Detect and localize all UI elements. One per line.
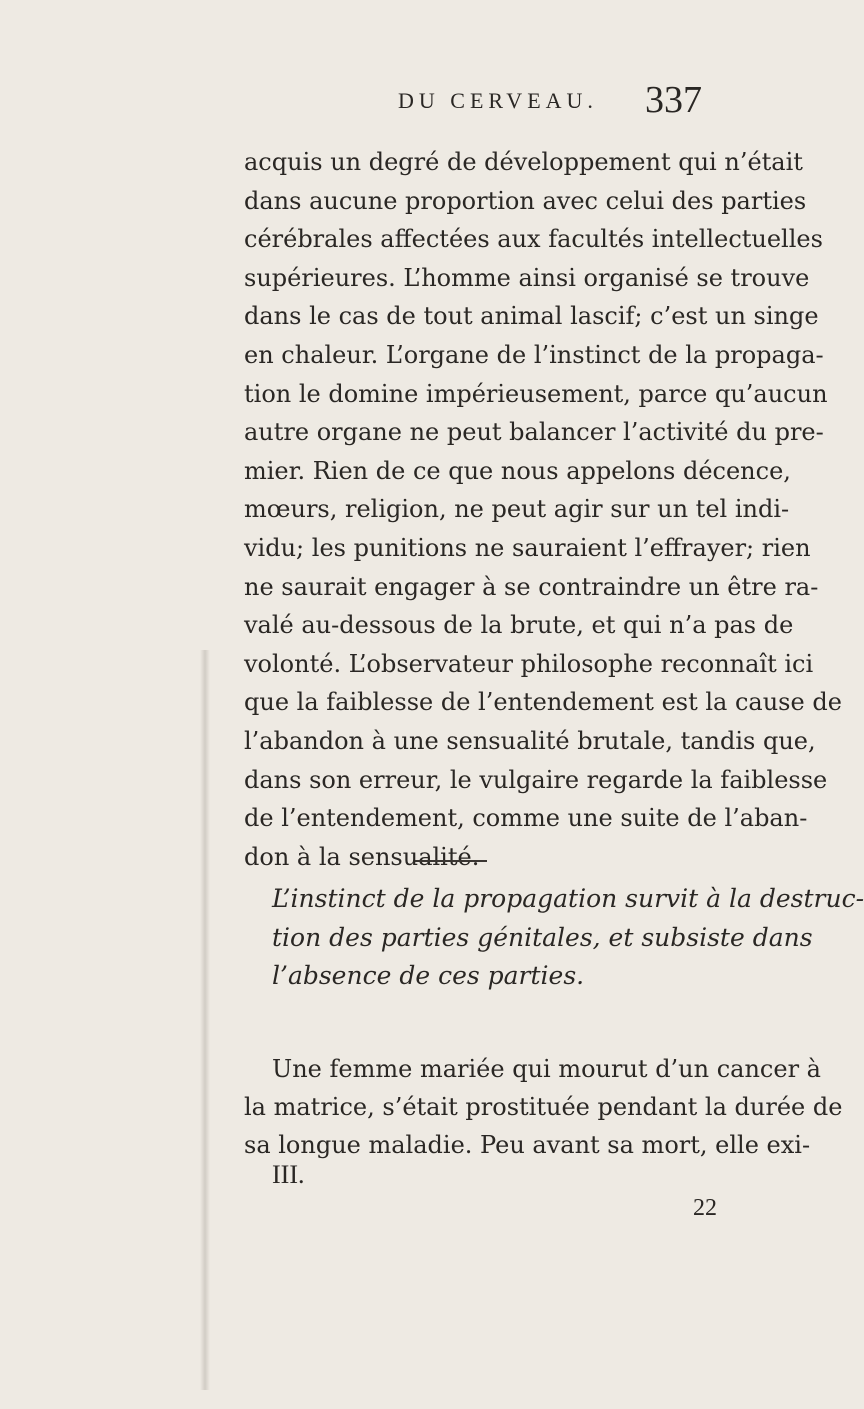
text-line: mier. Rien de ce que nous appelons décence,: [244, 456, 791, 485]
heading-line: L’instinct de la propagation survit à la destruc-: [272, 884, 864, 913]
heading-line: tion des parties génitales, et subsiste dans: [272, 922, 813, 952]
text-line: mœurs, religion, ne peut agir sur un tel indi-: [244, 495, 790, 524]
section-divider: [415, 860, 487, 862]
text-line: don à la sensualité.: [244, 842, 480, 871]
running-head: [0, 78, 800, 138]
text-line: sa longue maladie. Peu avant sa mort, elle exi-: [244, 1131, 811, 1159]
text-line: dans le cas de tout animal lascif; c’est un singe: [244, 302, 819, 331]
text-line: dans aucune proportion avec celui des parties: [244, 186, 807, 215]
text-line: autre organe ne peut balancer l’activité du pre-: [244, 418, 824, 447]
heading-line: l’absence de ces parties.: [272, 961, 585, 990]
text-line: ne saurait engager à se contraindre un être ra-: [244, 572, 819, 601]
text-line: en chaleur. L’organe de l’instinct de la propaga-: [244, 340, 824, 369]
binding-shadow: [200, 650, 210, 1390]
text-line: vidu; les punitions ne sauraient l’effrayer; rien: [244, 533, 811, 562]
text-line: la matrice, s’était prostituée pendant la durée de: [244, 1093, 843, 1121]
text-line: acquis un degré de développement qui n’était: [244, 148, 803, 176]
gathering-number: 22: [693, 1195, 717, 1221]
text-line: que la faiblesse de l’entendement est la cause de: [244, 688, 842, 717]
text-line: l’abandon à une sensualité brutale, tandis que,: [244, 726, 816, 755]
running-title: DU CERVEAU.: [398, 88, 598, 113]
text-line: dans son erreur, le vulgaire regarde la faiblesse: [244, 765, 828, 794]
text-line: de l’entendement, comme une suite de l’aban-: [244, 804, 808, 833]
text-line: volonté. L’observateur philosophe reconnaît ici: [244, 649, 814, 678]
text-line: Une femme mariée qui mourut d’un cancer à: [272, 1055, 821, 1083]
page-number-top: 337: [645, 79, 702, 121]
text-line: valé au-dessous de la brute, et qui n’a pas de: [244, 611, 794, 640]
paragraph-1: [244, 143, 842, 876]
section-heading: [272, 880, 864, 996]
volume-signature: III.: [272, 1160, 305, 1189]
text-line: supérieures. L’homme ainsi organisé se trouve: [244, 263, 810, 292]
paragraph-2: [244, 1050, 843, 1164]
text-line: tion le domine impérieusement, parce qu’aucun: [244, 379, 828, 408]
text-line: cérébrales affectées aux facultés intellectuelles: [244, 225, 823, 254]
